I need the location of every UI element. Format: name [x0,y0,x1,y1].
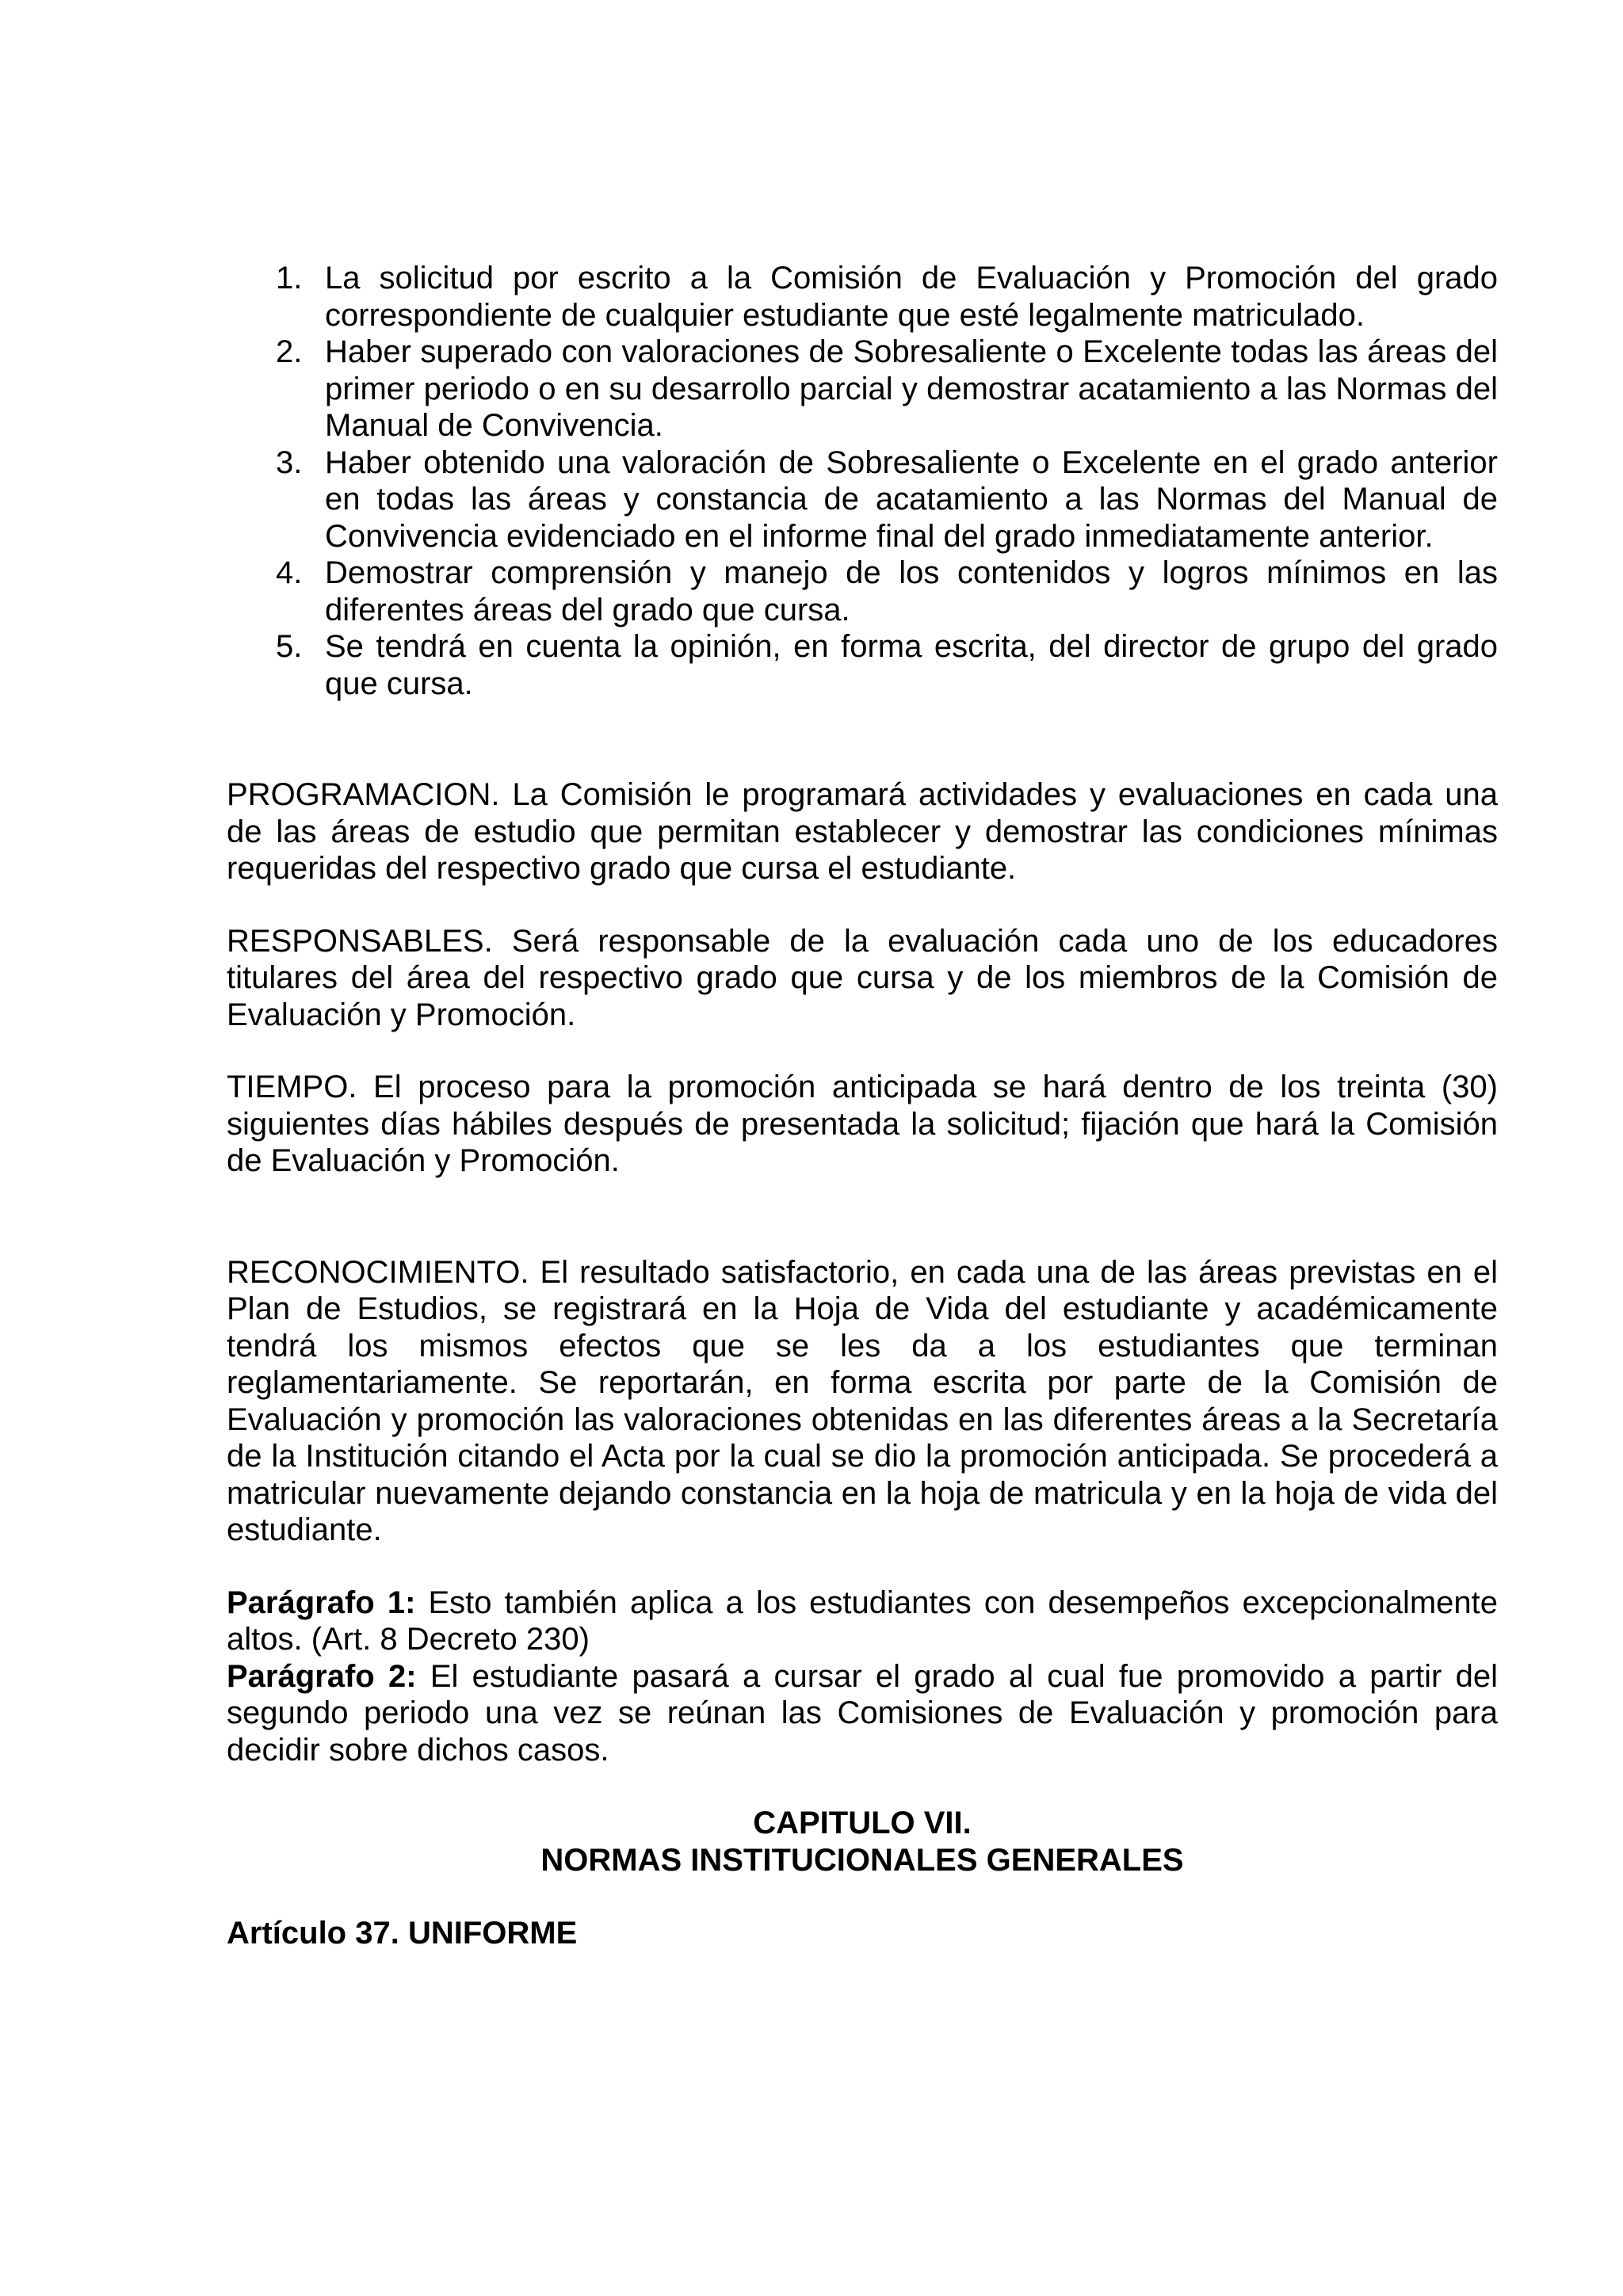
tiempo-paragraph: TIEMPO. El proceso para la promoción anticipada se hará dentro de los treinta (30) siguientes días hábiles después de presentada la solicitud; fijación que hará la Comisión de Evaluación y Promoción. [227,1070,1498,1178]
spacer [227,1878,1498,1915]
list-item-number: 3. [276,444,303,480]
paragrafo-1 [227,1585,1498,1658]
spacer [227,1768,1498,1805]
list-item [276,628,1498,702]
list-item-number: 4. [276,555,303,590]
spacer [227,1033,1498,1069]
responsables-paragraph: RESPONSABLES. Será responsable de la evaluación cada uno de los educadores titulares del área del respectivo grado que cursa y de los miembros de la Comisión de Evaluación y Promoción. [227,923,1498,1032]
list-item [276,334,1498,444]
paragrafo-2-label: Parágrafo 2: [227,1658,417,1694]
list-item-number: 1. [276,261,303,296]
spacer [227,1549,1498,1585]
paragrafo-2-text: El estudiante pasará a cursar el grado al cual fue promovido a partir del segundo periodo una vez se reúnan las Comisiones de Evaluación y promoción para decidir sobre dichos casos. [227,1658,1498,1768]
spacer [227,1180,1498,1254]
list-item [276,444,1498,555]
document-page [227,260,1498,1952]
list-item-number: 2. [276,334,303,369]
list-item-text: Demostrar comprensión y manejo de los contenidos y logros mínimos en las diferentes áreas del grado que cursa. [325,555,1498,627]
article-heading: Artículo 37. UNIFORME [227,1916,578,1951]
list-item-number: 5. [276,629,303,664]
requirements-list [227,260,1498,702]
paragrafo-1-text: Esto también aplica a los estudiantes con desempeños excepcionalmente altos. (Art. 8 Decreto 230) [227,1585,1498,1657]
spacer [227,702,1498,776]
programacion-paragraph: PROGRAMACION. La Comisión le programará actividades y evaluaciones en cada una de las áreas de estudio que permitan establecer y demostrar las condiciones mínimas requeridas del respectivo grado que cursa el estudiante. [227,777,1498,886]
list-item-text: Haber superado con valoraciones de Sobresaliente o Excelente todas las áreas del primer periodo o en su desarrollo parcial y demostrar acatamiento a las Normas del Manual de Convivencia. [325,334,1498,443]
paragrafo-2 [227,1658,1498,1769]
list-item-text: Se tendrá en cuenta la opinión, en forma escrita, del director de grupo del grado que cursa. [325,629,1498,701]
list-item-text: Haber obtenido una valoración de Sobresaliente o Excelente en el grado anterior en todas las áreas y constancia de acatamiento a las Normas del Manual de Convivencia evidenciado en el informe final del grado inmediatamente anterior. [325,444,1498,554]
list-item [276,260,1498,334]
spacer [227,887,1498,923]
reconocimiento-paragraph: RECONOCIMIENTO. El resultado satisfactorio, en cada una de las áreas previstas en el Plan de Estudios, se registrará en la Hoja de Vida del estudiante y académicamente tendrá los mismos efectos que se les da a los estudiantes que terminan reglamentariamente. Se reportarán, en forma escrita por parte de la Comisión de Evaluación y promoción las valoraciones obtenidas en las diferentes áreas a la Secretaría de la Institución citando el Acta por la cual se dio la promoción anticipada. Se procederá a matricular nuevamente dejando constancia en la hoja de matricula y en la hoja de vida del estudiante. [227,1254,1498,1547]
list-item [276,555,1498,628]
chapter-number: CAPITULO VII. [753,1806,972,1840]
paragrafo-1-label: Parágrafo 1: [227,1585,416,1620]
chapter-title: NORMAS INSTITUCIONALES GENERALES [540,1842,1184,1878]
list-item-text: La solicitud por escrito a la Comisión de Evaluación y Promoción del grado correspondiente de cualquier estudiante que esté legalmente matriculado. [325,261,1498,333]
